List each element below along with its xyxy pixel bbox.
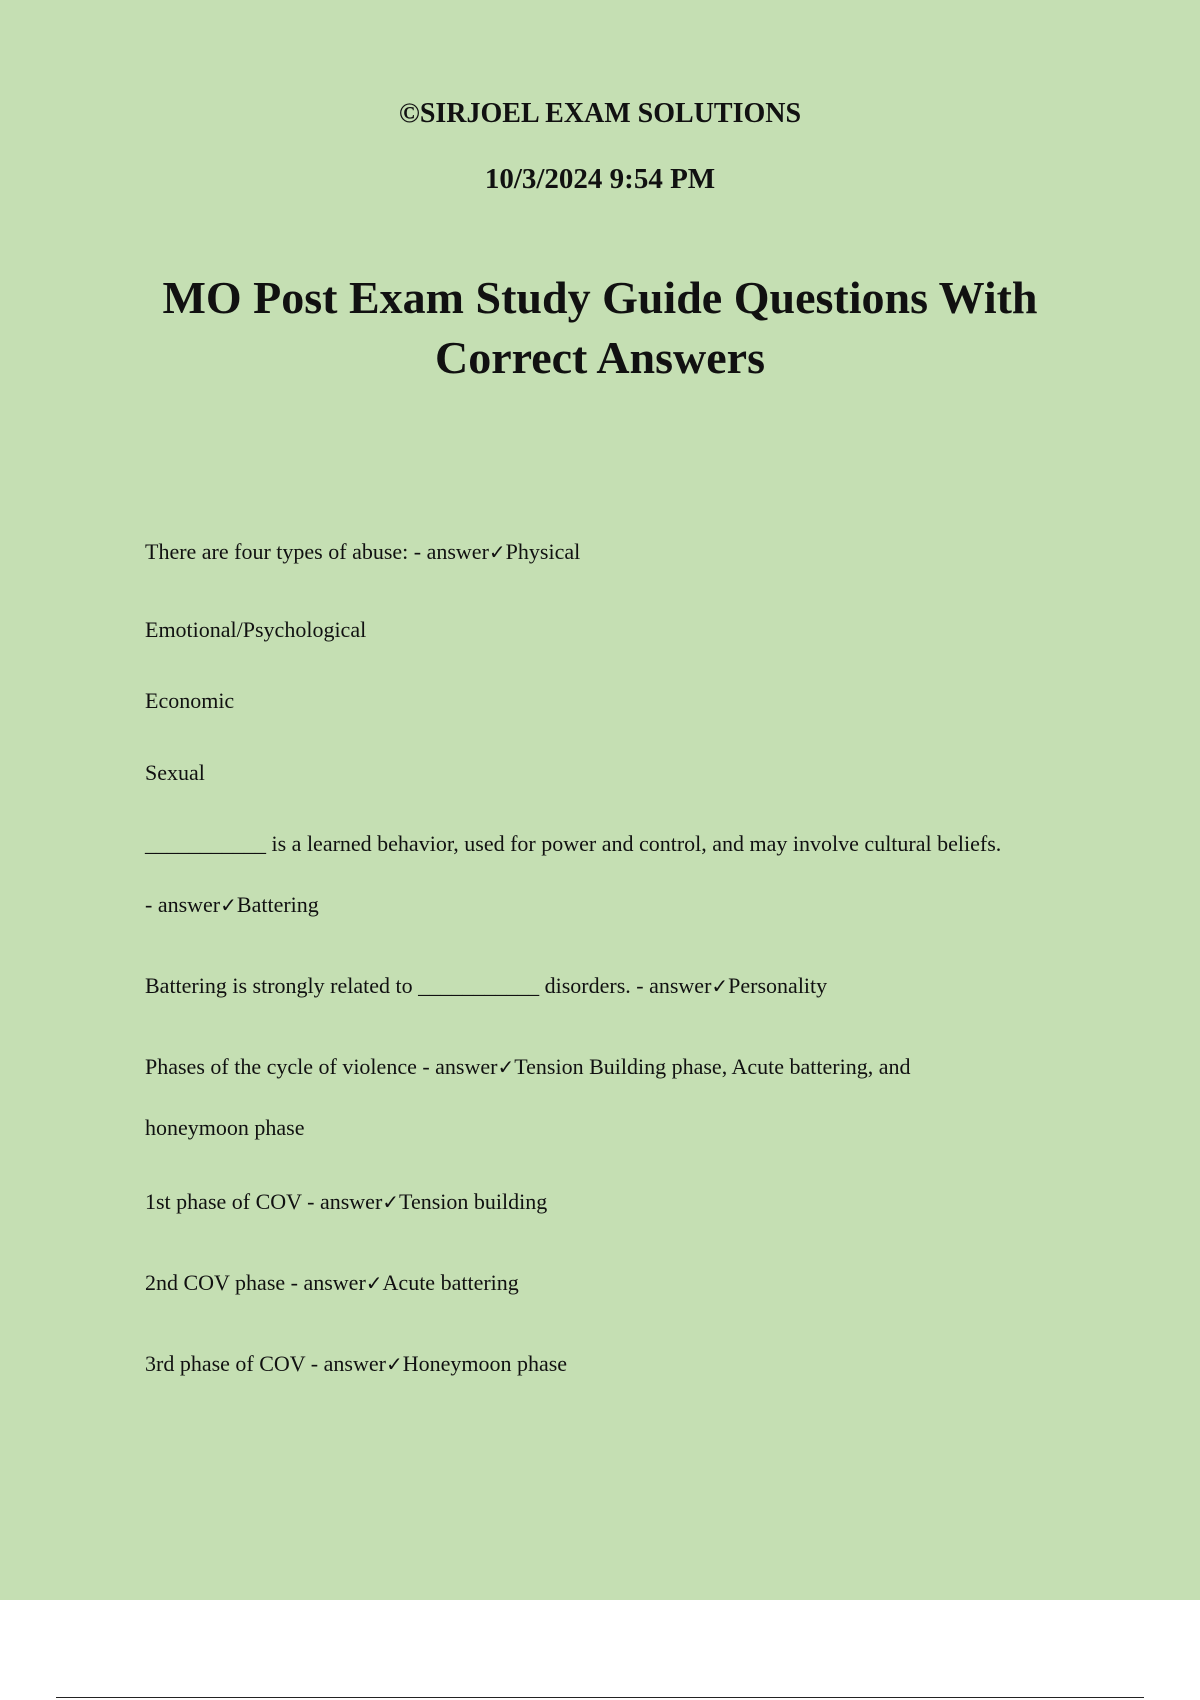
check-icon: ✓ [497,1055,515,1079]
check-icon: ✓ [711,974,729,998]
question-text: 1st phase of COV - answer [145,1189,383,1214]
check-icon: ✓ [365,1271,383,1295]
qa-item-battering [145,890,1105,920]
answer-text: Tension building [399,1189,548,1214]
answer-text: Personality [728,973,828,998]
question-text: 2nd COV phase - answer [145,1270,366,1295]
check-icon: ✓ [382,1190,400,1214]
qa-item-second-phase [145,1268,1105,1298]
answer-text: Battering [236,892,319,917]
question-text: Battering is strongly related to ___________ disorders. - answer [145,973,712,998]
qa-item-third-phase [145,1349,1105,1379]
question-text: 3rd phase of COV - answer [145,1351,386,1376]
header-datetime: 10/3/2024 9:54 PM [484,163,716,195]
question-text: ___________ is a learned behavior, used for power and control, and may involve cultural beliefs. [145,831,1002,856]
footer-divider [56,1697,1144,1698]
check-icon: ✓ [385,1352,403,1376]
answer-continuation: Sexual [145,760,205,785]
document-title-line2: Correct Answers [435,332,765,383]
answer-text: Physical [505,539,581,564]
answer-continuation: honeymoon phase [145,1115,305,1140]
answer-prefix: - answer [145,892,221,917]
qa-item-four-types [145,537,1105,567]
document-title-line1: MO Post Exam Study Guide Questions With [162,272,1038,323]
answer-continuation: Emotional/Psychological [145,617,367,642]
question-text: Phases of the cycle of violence - answer [145,1054,498,1079]
answer-text: Tension Building phase, Acute battering, and [514,1054,911,1079]
qa-item-cycle-phases [145,1052,1105,1082]
check-icon: ✓ [220,893,237,917]
answer-continuation: Economic [145,688,235,713]
header-brand: ©SIRJOEL EXAM SOLUTIONS [398,98,802,129]
question-text: There are four types of abuse: - answer [145,539,489,564]
qa-item-personality [145,971,1105,1001]
document-title [100,268,1100,388]
check-icon: ✓ [488,540,506,564]
qa-item-first-phase [145,1187,1105,1217]
answer-text: Honeymoon phase [402,1351,568,1376]
answer-text: Acute battering [382,1270,519,1295]
